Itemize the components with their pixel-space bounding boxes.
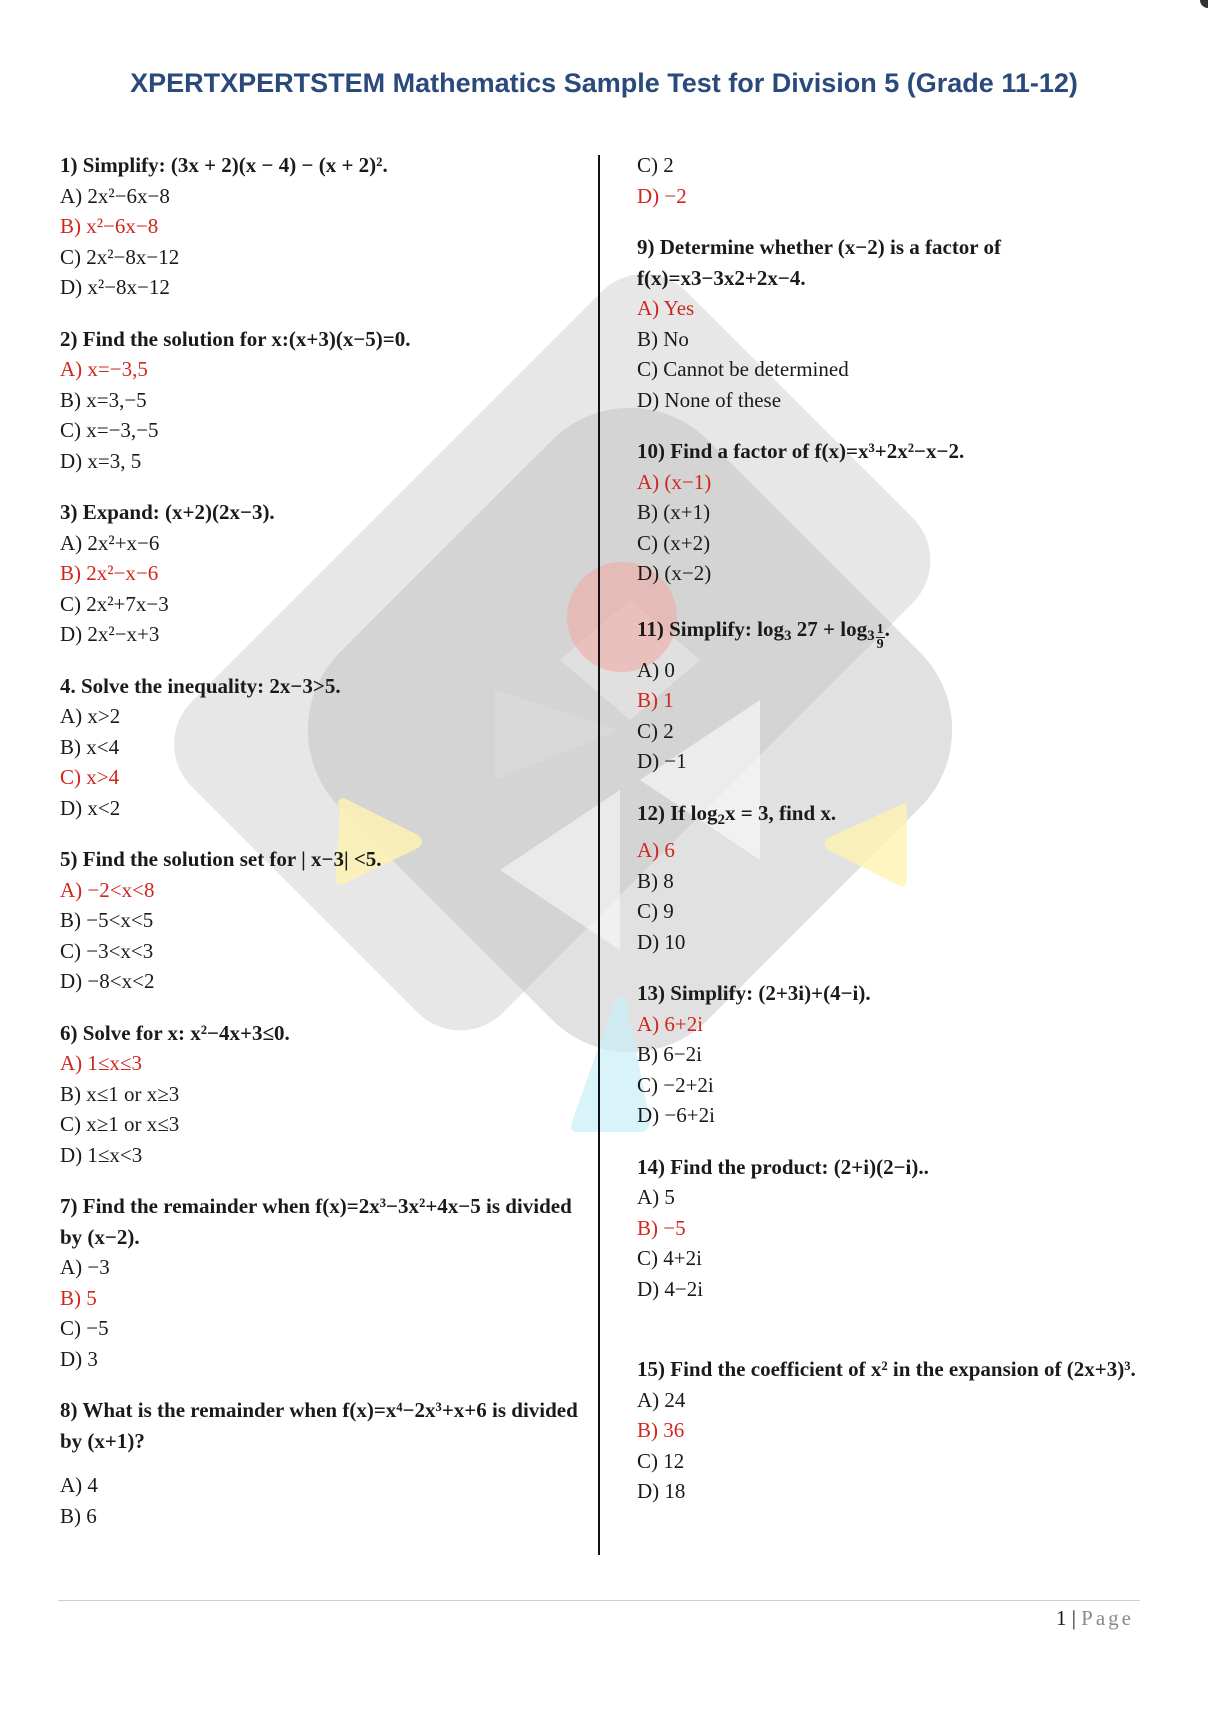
q11-fraction [876,623,885,652]
answer-option: C) x≥1 or x≤3 [60,1112,180,1136]
answer-option: B) (x+1) [637,500,711,524]
answer-option: B) −5<x<5 [60,908,154,932]
answer-option: B) x=3,−5 [60,387,147,412]
answer-option-correct: B) 1 [637,688,674,712]
answer-option: B) 6 [60,1503,97,1528]
answer-option: C) Cannot be determined [637,357,849,381]
question-text: 5) Find the solution set for | x−3| <5. [60,847,382,871]
page-label: Page [1081,1606,1134,1630]
footer-divider [58,1600,1140,1601]
question-block [60,1395,580,1531]
answer-option: D) x²−8x−12 [60,275,170,299]
q12-prefix: 12) If log [637,800,718,825]
answer-option: C) 2 [637,718,674,743]
question-text [637,610,1157,655]
question-block [637,232,1157,415]
question-block [637,978,1157,1131]
answer-option: A) x>2 [60,704,121,728]
answer-option: D) x<2 [60,795,121,820]
answer-option: C) 2 [637,153,674,177]
answer-option: C) 2x²+7x−3 [60,591,169,616]
answer-option: C) −5 [60,1316,109,1340]
question-text: 3) Expand: (x+2)(2x−3). [60,500,275,524]
answer-option: D) 4−2i [637,1276,704,1301]
question-text: 9) Determine whether (x−2) is a factor of f(x)=x3−3x2+2x−4. [637,235,1001,290]
question-text: 15) Find the coefficient of x² in the expansion of (2x+3)³. [637,1357,1136,1381]
answer-option-correct: A) x=−3,5 [60,357,148,381]
right-question-column [637,150,1157,1528]
answer-option: A) −3 [60,1255,110,1279]
answer-option: C) (x+2) [637,530,711,555]
answer-option-correct: D) −2 [637,183,687,208]
page-title: XPERTXPERTSTEM Mathematics Sample Test for Division 5 (Grade 11-12) [130,68,1078,98]
question-text: 2) Find the solution for x:(x+3)(x−5)=0. [60,326,411,351]
answer-option: B) 6−2i [637,1042,702,1066]
answer-option-correct: A) 1≤x≤3 [60,1051,142,1075]
answer-option-correct: B) 36 [637,1418,685,1442]
answer-option-correct: B) x²−6x−8 [60,214,159,238]
answer-option: A) 4 [60,1473,98,1497]
question-text: 8) What is the remainder when f(x)=x⁴−2x³+x+6 is divided by (x+1)? [60,1398,578,1453]
question-block [60,150,580,303]
answer-option: A) 2x²+x−6 [60,530,160,555]
question-text: 4. Solve the inequality: 2x−3>5. [60,673,341,698]
answer-option: D) −8<x<2 [60,969,155,993]
answer-option: D) −6+2i [637,1103,715,1127]
answer-option: B) 8 [637,868,674,893]
answer-option-correct: A) 6+2i [637,1011,704,1036]
answer-option: D) 1≤x<3 [60,1142,143,1167]
answer-option: C) 2x²−8x−12 [60,244,180,269]
answer-option-correct: A) (x−1) [637,469,712,494]
answer-option: A) 5 [637,1185,675,1209]
answer-option: D) 18 [637,1479,686,1503]
page-footer [1056,1606,1134,1631]
answer-option: C) 4+2i [637,1246,702,1270]
answer-option: D) x=3, 5 [60,448,142,473]
question-text [637,798,1157,836]
answer-option-correct: A) −2<x<8 [60,877,155,902]
fraction-denominator: 9 [876,636,884,652]
question-text: 6) Solve for x: x²−4x+3≤0. [60,1020,290,1045]
answer-option: C) −3<x<3 [60,938,154,963]
answer-option-correct: B) −5 [637,1215,686,1240]
q11-prefix: 11) Simplify: log [637,616,785,641]
question-block-continued [637,150,1157,211]
answer-option: C) x=−3,−5 [60,418,159,442]
question-block [60,1191,580,1374]
answer-option: D) 3 [60,1346,98,1371]
answer-option-correct: A) Yes [637,296,695,320]
answer-option: D) None of these [637,387,782,412]
answer-option: C) −2+2i [637,1072,714,1097]
question-text: 10) Find a factor of f(x)=x³+2x²−x−2. [637,439,965,463]
question-text: 7) Find the remainder when f(x)=2x³−3x²+4x−5 is divided by (x−2). [60,1194,572,1249]
left-question-column [60,150,580,1552]
q12-log-base: 2 [717,811,725,828]
answer-option: A) 2x²−6x−8 [60,183,170,208]
question-block [60,671,580,824]
answer-option-correct: C) x>4 [60,765,120,789]
question-block [60,844,580,997]
answer-option: D) −1 [637,749,687,773]
answer-option: B) x≤1 or x≥3 [60,1081,180,1106]
answer-option-correct: B) 5 [60,1285,97,1310]
answer-option: D) 10 [637,929,686,954]
question-text: 14) Find the product: (2+i)(2−i).. [637,1154,929,1179]
page-number: 1 [1055,1606,1067,1630]
question-block [637,798,1157,958]
question-text: 1) Simplify: (3x + 2)(x − 4) − (x + 2)². [60,153,388,177]
q11-log-base: 3 [784,627,792,644]
question-text: 13) Simplify: (2+3i)+(4−i). [637,981,871,1005]
q11-argument: 27 + log [791,616,868,641]
answer-option: D) 2x²−x+3 [60,622,160,646]
answer-option: A) 0 [637,657,675,682]
question-block [637,1354,1157,1507]
fraction-numerator: 1 [876,621,884,637]
answer-option-correct: B) 2x²−x−6 [60,561,159,585]
question-block [637,610,1157,777]
question-block [637,1152,1157,1305]
question-block [60,324,580,477]
question-block [60,497,580,650]
answer-option: D) (x−2) [637,561,712,585]
column-divider [598,155,600,1555]
q12-rest: x = 3, find x. [725,800,837,825]
q11-end: . [884,616,890,641]
answer-option: A) 24 [637,1387,686,1412]
answer-option: C) 12 [637,1448,685,1473]
question-block [637,436,1157,589]
answer-option: B) No [637,326,689,351]
question-block [60,1018,580,1171]
answer-option-correct: A) 6 [637,838,675,862]
answer-option: C) 9 [637,899,674,923]
q11-log-base-2: 3 [867,627,875,644]
answer-option: B) x<4 [60,734,120,759]
footer-separator: | [1071,1606,1076,1630]
